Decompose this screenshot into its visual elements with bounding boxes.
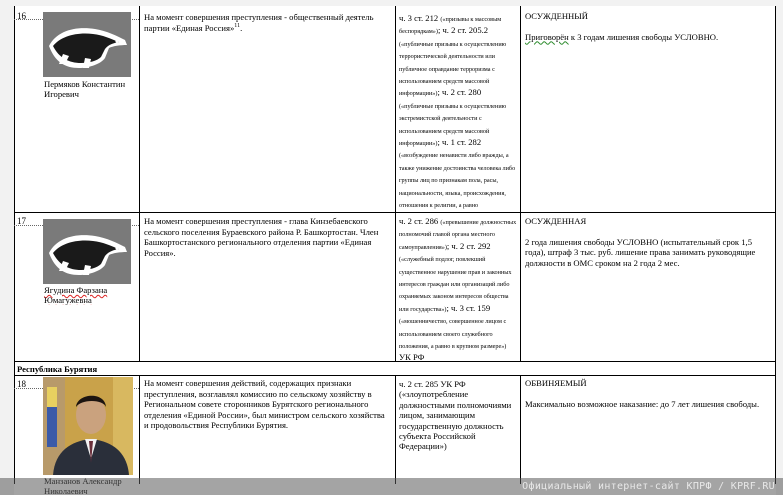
- case-status: [525, 11, 770, 52]
- status-title: ОСУЖДЕННЫЙ: [525, 11, 588, 21]
- region-heading: Республика Бурятия: [17, 364, 98, 374]
- col-divider-2: [395, 6, 396, 361]
- party-logo-bear-icon: [43, 12, 131, 77]
- row-divider-16-17: [14, 212, 776, 213]
- row-divider-17-region: [14, 361, 776, 362]
- status-word: Приговорён: [525, 31, 569, 42]
- article-reference: ч. 3 ст. 212: [399, 13, 441, 23]
- row-number: 17: [17, 216, 26, 226]
- status-title: ОСУЖДЕННАЯ: [525, 216, 587, 226]
- article-reference: ; ч. 2 ст. 292: [446, 240, 491, 251]
- status-text: 2 года лишения свободы УСЛОВНО (испытательный срок 1,5 года), штраф 3 тыс. руб. лишение права занимать руководящие должности в ОМС сроком на 2 года 2 мес.: [525, 236, 756, 268]
- table-border-left: [14, 6, 15, 484]
- table-border-right: [775, 6, 776, 484]
- article-explanation: («мошенничество, совершенное лицом с использованием своего служебного положения, а равно в крупном размере»): [399, 318, 507, 351]
- portrait-image: [43, 377, 133, 475]
- col-divider-3b: [520, 376, 521, 484]
- party-logo-bear-icon: [43, 219, 131, 284]
- case-status: [525, 216, 770, 278]
- person-description: На момент совершения преступления - глава Кинзебаевского сельского поселения Бураевского района Р. Башкортостан. Член Башкортостанского регионального отделения партии «Единая Россия».: [144, 216, 379, 258]
- article-reference: ; ч. 2 ст. 280: [437, 87, 482, 98]
- person-photo: [43, 377, 133, 475]
- article-explanation: («служебный подлог, повлекший существенное нарушение прав и законных интересов граждан или организаций либо охраняемых законом интересов общества или государства»): [399, 256, 512, 313]
- status-text: к 3 годам лишения свободы УСЛОВНО.: [568, 31, 719, 42]
- criminal-articles: ч. 2 ст. 285 УК РФ («злоупотребление должностными полномочиями лицом, занимающим государственную должность субъекта Российской Федерации»): [399, 379, 512, 452]
- col-divider-2b: [395, 376, 396, 484]
- article-reference: ; ч. 3 ст. 159: [446, 302, 491, 313]
- row-number: 18: [17, 379, 26, 389]
- article-explanation: («публичные призывы к осуществлению экстремистской деятельности с использованием средств массовой информации»): [399, 102, 507, 148]
- person-name: Пермяков Константин Игоревич: [44, 79, 126, 99]
- row-number: 16: [17, 11, 26, 21]
- article-reference: УК РФ: [399, 352, 425, 361]
- status-title: ОБВИНЯЕМЫЙ: [525, 378, 587, 388]
- person-description: На момент совершения преступления - общественный деятель партии «Единая Россия»$^{11}$.: [144, 12, 374, 33]
- person-description: На момент совершения действий, содержащих признаки преступления, возглавлял комиссию по сельскому хозяйству в Региональном совете сторонников Бурятского регионального отделения «Единой России», был министром сельского хозяйства и продовольствия Республики Бурятия.: [144, 378, 385, 430]
- description-text: На момент совершения преступления - общественный деятель партии «Единая Россия»: [144, 12, 374, 33]
- status-text: Максимально возможное наказание: до 7 лет лишения свободы.: [525, 398, 760, 409]
- document-sheet: [14, 6, 776, 495]
- col-divider-3: [520, 6, 521, 361]
- article-explanation: («превышение должностных полномочий главой органа местного самоуправления»): [399, 219, 517, 251]
- article-reference: ; ч. 1 ст. 282: [437, 137, 482, 148]
- article-explanation: («публичные призывы к осуществлению террористической деятельности или публичное оправдание терроризма с использованием средств массовой информации»): [399, 40, 507, 98]
- watermark-banner: [0, 478, 783, 495]
- criminal-articles: [399, 216, 517, 361]
- bear-icon: [43, 219, 131, 284]
- criminal-articles: [399, 13, 517, 211]
- bear-icon: [43, 12, 131, 77]
- case-status: [525, 378, 770, 419]
- row-divider-region-18: [14, 375, 776, 376]
- col-divider-1b: [139, 376, 140, 484]
- footnote-ref: 11: [234, 22, 241, 29]
- person-name: Ягудина Фарзана Юмагужевна: [44, 285, 108, 305]
- article-explanation: («возбуждение ненависти либо вражды, а также унижение достоинства человека либо группы лиц по признакам пола, расы, национальности, языка, происхождения, отношения к религии, а равно: [399, 152, 516, 210]
- col-divider-1: [139, 6, 140, 361]
- article-reference: ; ч. 2 ст. 205.2: [437, 25, 489, 36]
- article-reference: ч. 2 ст. 286: [399, 216, 441, 226]
- article-explanation: («призывы к массовым беспорядкам»): [399, 16, 502, 36]
- site-watermark: Официальный интернет-сайт КПРФ / KPRF.RU: [522, 481, 775, 492]
